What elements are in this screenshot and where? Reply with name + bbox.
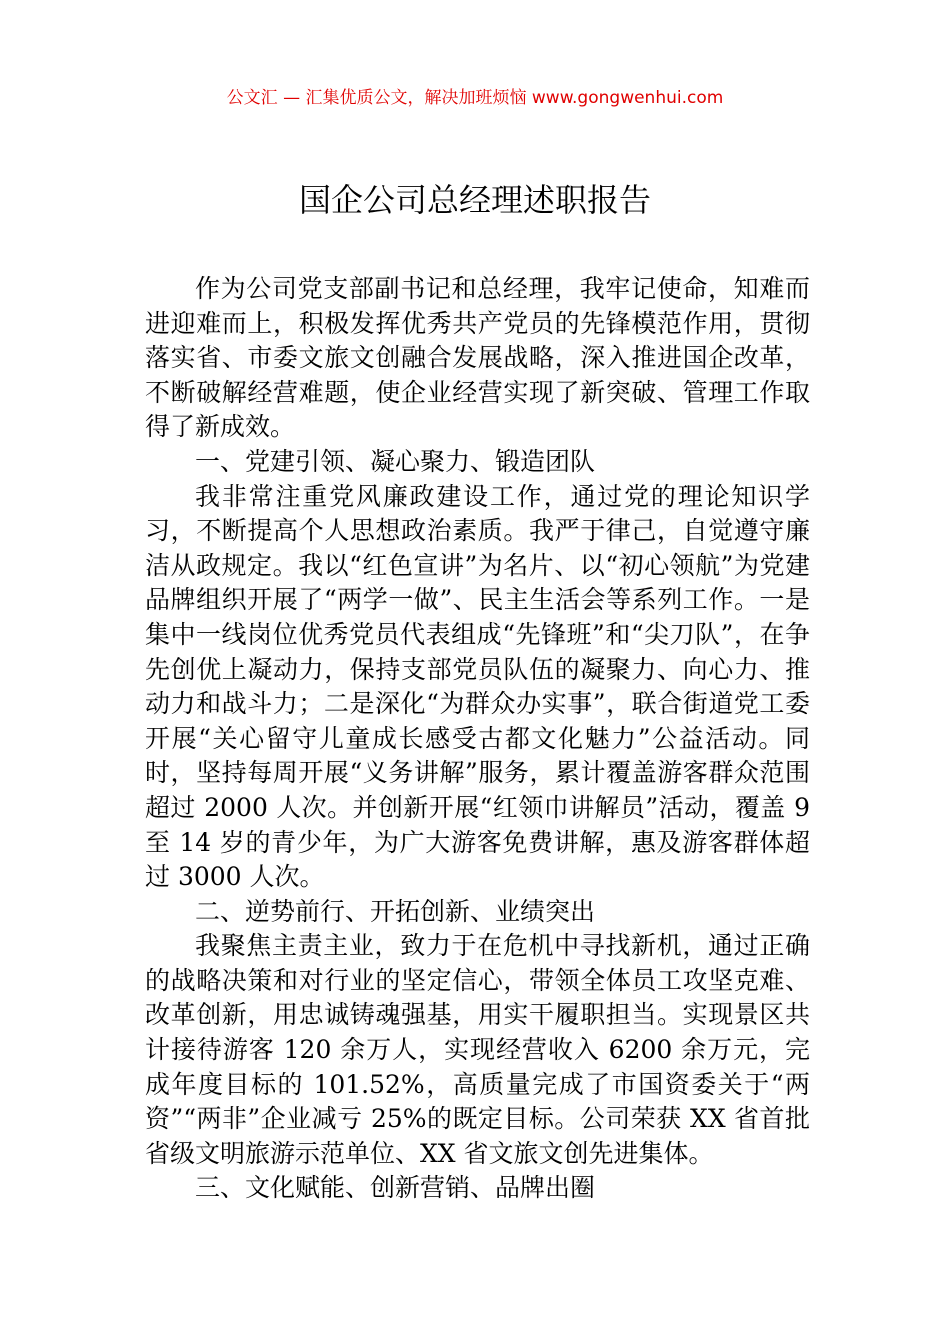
- document-body: [145, 272, 810, 1206]
- watermark-header: 公文汇 — 汇集优质公文，解决加班烦恼 www.gongwenhui.com: [226, 88, 724, 108]
- section-heading-1: 一、党建引领、凝心聚力、锻造团队: [195, 446, 596, 476]
- section-heading-2: 二、逆势前行、开拓创新、业绩突出: [195, 896, 596, 926]
- section-2-paragraph: 我聚焦主责主业，致力于在危机中寻找新机，通过正确的战略决策和对行业的坚定信心，带领全体员工攻坚克难、改革创新，用忠诚铸魂强基，用实干履职担当。实现景区共计接待游客 120 余万人，实现经营收入 6200 余万元，完成年度目标的 101.52%，高质量完成了市国资委关于“两资”“两非”企业减亏 25%的既定目标。公司荣获 XX 省首批省级文明旅游示范单位、XX 省文旅文创先进集体。: [145, 931, 810, 1168]
- section-1-paragraph: 我非常注重党风廉政建设工作，通过党的理论知识学习，不断提高个人思想政治素质。我严于律己，自觉遵守廉洁从政规定。我以“红色宣讲”为名片、以“初心领航”为党建品牌组织开展了“两学一做”、民主生活会等系列工作。一是集中一线岗位优秀党员代表组成“先锋班”和“尖刀队”，在争先创优上凝动力，保持支部党员队伍的凝聚力、向心力、推动力和战斗力；二是深化“为群众办实事”，联合街道党工委开展“关心留守儿童成长感受古都文化魅力”公益活动。同时，坚持每周开展“义务讲解”服务，累计覆盖游客群众范围超过 2000 人次。并创新开展“红领巾讲解员”活动，覆盖 9 至 14 岁的青少年，为广大游客免费讲解，惠及游客群体超过 3000 人次。: [145, 481, 810, 892]
- section-heading-3: 三、文化赋能、创新营销、品牌出圈: [195, 1173, 596, 1203]
- document-title: 国企公司总经理述职报告: [298, 181, 651, 219]
- intro-paragraph: 作为公司党支部副书记和总经理，我牢记使命，知难而进迎难而上，积极发挥优秀共产党员的先锋模范作用，贯彻落实省、市委文旅文创融合发展战略，深入推进国企改革，不断破解经营难题，使企业经营实现了新突破、管理工作取得了新成效。: [145, 274, 810, 442]
